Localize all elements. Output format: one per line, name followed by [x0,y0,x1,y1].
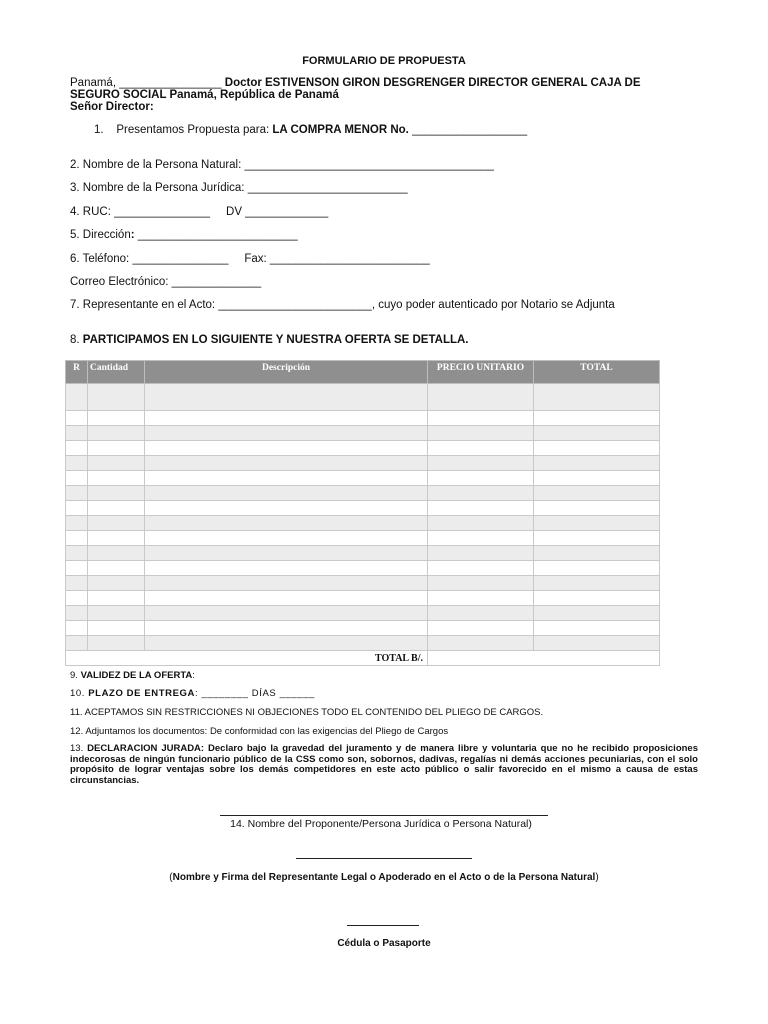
offer-table-header [66,361,660,384]
table-cell [66,516,88,531]
table-cell [145,486,428,501]
table-cell [66,411,88,426]
table-cell [88,471,145,486]
table-cell [145,441,428,456]
table-cell [534,576,660,591]
item-12-adjuntamos: 12. Adjuntamos los documentos: De conformidad con las exigencias del Pliego de Cargos [70,726,449,737]
table-cell [145,426,428,441]
table-cell [428,516,534,531]
table-cell [534,531,660,546]
item-1-number: 1. [94,124,104,136]
item-9-validez [70,670,195,681]
addressee-name: Doctor ESTIVENSON GIRON DESGRENGER DIRECTOR GENERAL CAJA DE [224,77,641,89]
table-row [66,576,660,591]
table-cell [145,411,428,426]
table-cell [534,471,660,486]
table-cell [66,606,88,621]
table-cell [428,546,534,561]
table-row [66,441,660,456]
col-header-descripcion: Descripción [145,361,428,384]
table-cell [88,576,145,591]
table-cell [428,501,534,516]
item-10-label: PLAZO DE ENTREGA [88,688,195,699]
item-8 [70,334,469,346]
sig-rep-open: ( [169,872,173,883]
total-value-cell [428,651,660,666]
table-cell [66,456,88,471]
item-13-text: DECLARACION JURADA: Declaro bajo la gravedad del juramento y de manera libre y voluntaria que no he recibido proposiciones indecorosas de ningún funcionario público de la CSS como son, sobornos, dadivas, regalías ni demás acciones pecuniarias, con el solo propósito de lograr ventajas sobre los demás competidores en este acto público o salir favorecido en el mismo a causa de estas circunstancias. [70,743,698,786]
table-row [66,411,660,426]
offer-table [65,360,660,666]
table-cell [145,621,428,636]
table-cell [145,456,428,471]
table-cell [66,546,88,561]
col-header-r: R [66,361,88,384]
item-9-number: 9. [70,670,81,681]
table-row [66,486,660,501]
table-row [66,471,660,486]
table-cell [428,561,534,576]
table-cell [534,456,660,471]
table-cell [534,606,660,621]
table-cell [145,561,428,576]
table-cell [88,591,145,606]
addressee-line-2: SEGURO SOCIAL Panamá, República de Panamá [70,89,339,101]
col-header-cantidad: Cantidad [88,361,145,384]
table-cell [66,471,88,486]
table-total-row [66,651,660,666]
table-cell [428,531,534,546]
item-2-persona-natural: 2. Nombre de la Persona Natural: _______________________________________ [70,159,494,171]
table-cell [88,441,145,456]
item-1-blank: __________________ [408,124,528,136]
item-6-telefono [70,253,430,265]
table-cell [145,591,428,606]
table-cell [88,456,145,471]
item-13-declaracion [70,744,698,786]
ruc-field: 4. RUC: _______________ [70,206,211,218]
table-cell [66,501,88,516]
table-row [66,456,660,471]
table-cell [66,576,88,591]
signature-line-representante [296,858,472,859]
table-cell [66,441,88,456]
dv-field: DV _____________ [226,206,329,218]
table-cell [145,606,428,621]
table-cell [88,384,145,411]
table-cell [534,441,660,456]
table-cell [428,636,534,651]
direccion-blank: _________________________ [134,229,298,241]
sig-rep-text: Nombre y Firma del Representante Legal o Apoderado en el Acto o de la Persona Natural [172,872,596,883]
table-cell [145,531,428,546]
table-cell [66,384,88,411]
table-cell [428,606,534,621]
telefono-field: 6. Teléfono: _______________ [70,253,229,265]
item-4-ruc [70,206,328,218]
correo-electronico: Correo Electrónico: ______________ [70,276,262,288]
addressee-line-1 [70,77,641,89]
table-cell [534,411,660,426]
table-cell [534,636,660,651]
item-1-text: Presentamos Propuesta para: [116,124,273,136]
col-header-precio-unitario: PRECIO UNITARIO [428,361,534,384]
table-cell [428,471,534,486]
table-cell [88,561,145,576]
table-row [66,561,660,576]
table-cell [534,516,660,531]
table-cell [145,546,428,561]
table-row [66,591,660,606]
fax-field: Fax: _________________________ [244,253,430,265]
table-cell [428,576,534,591]
table-cell [88,636,145,651]
table-row [66,546,660,561]
table-cell [145,516,428,531]
table-cell [145,471,428,486]
item-1 [94,124,527,136]
item-8-number: 8. [70,334,83,346]
table-cell [534,621,660,636]
item-10-rest: : ________ DÍAS ______ [194,688,315,699]
table-row [66,606,660,621]
table-row [66,531,660,546]
table-cell [428,591,534,606]
table-row [66,384,660,411]
cedula-label: Cédula o Pasaporte [337,938,431,949]
sig-rep-close: ) [595,872,599,883]
table-cell [66,621,88,636]
table-cell [88,516,145,531]
sig-label-representante [0,872,768,883]
table-row [66,501,660,516]
item-1-bold: LA COMPRA MENOR No. [272,124,409,136]
table-row [66,636,660,651]
table-cell [88,426,145,441]
item-5-direccion [70,229,298,241]
table-cell [428,426,534,441]
table-cell [88,531,145,546]
item-9-label: VALIDEZ DE LA OFERTA [80,670,193,681]
item-11-aceptamos: 11. ACEPTAMOS SIN RESTRICCIONES NI OBJECIONES TODO EL CONTENIDO DEL PLIEGO DE CARGOS. [70,707,544,718]
table-cell [428,411,534,426]
item-10-plazo [70,688,315,699]
table-cell [534,561,660,576]
table-row [66,516,660,531]
table-cell [534,546,660,561]
table-row [66,621,660,636]
direccion-colon: : [130,229,135,241]
table-cell [66,486,88,501]
total-label: TOTAL B/. [66,651,428,666]
item-10-number: 10. [70,688,89,699]
sig-label-proponente: 14. Nombre del Proponente/Persona Jurídica o Persona Natural) [230,818,532,830]
table-cell [428,486,534,501]
table-cell [88,546,145,561]
item-7-representante: 7. Representante en el Acto: ________________________, cuyo poder autenticado por Notario se Adjunta [70,299,615,311]
direccion-label: 5. Dirección [70,229,131,241]
signature-line-proponente [220,815,548,816]
table-cell [534,384,660,411]
table-cell [88,411,145,426]
table-cell [88,501,145,516]
form-title: FORMULARIO DE PROPUESTA [302,55,466,67]
city-field: Panamá, ________________ [70,77,222,89]
table-cell [66,636,88,651]
table-cell [88,606,145,621]
table-cell [145,501,428,516]
item-9-rest: : [192,670,195,681]
salutation: Señor Director: [70,101,154,113]
table-cell [66,591,88,606]
table-cell [145,636,428,651]
item-8-heading: PARTICIPAMOS EN LO SIGUIENTE Y NUESTRA OFERTA SE DETALLA. [82,334,469,346]
table-cell [88,486,145,501]
signature-line-cedula [347,925,419,926]
table-cell [428,384,534,411]
item-3-persona-juridica: 3. Nombre de la Persona Jurídica: _________________________ [70,182,408,194]
table-cell [428,441,534,456]
table-cell [534,591,660,606]
table-cell [534,426,660,441]
table-cell [145,384,428,411]
table-row [66,426,660,441]
table-cell [428,621,534,636]
table-cell [66,561,88,576]
table-cell [534,501,660,516]
table-cell [145,576,428,591]
table-cell [66,426,88,441]
item-13-number: 13. [70,743,88,754]
table-cell [88,621,145,636]
table-cell [66,531,88,546]
table-cell [428,456,534,471]
table-cell [534,486,660,501]
col-header-total: TOTAL [534,361,660,384]
